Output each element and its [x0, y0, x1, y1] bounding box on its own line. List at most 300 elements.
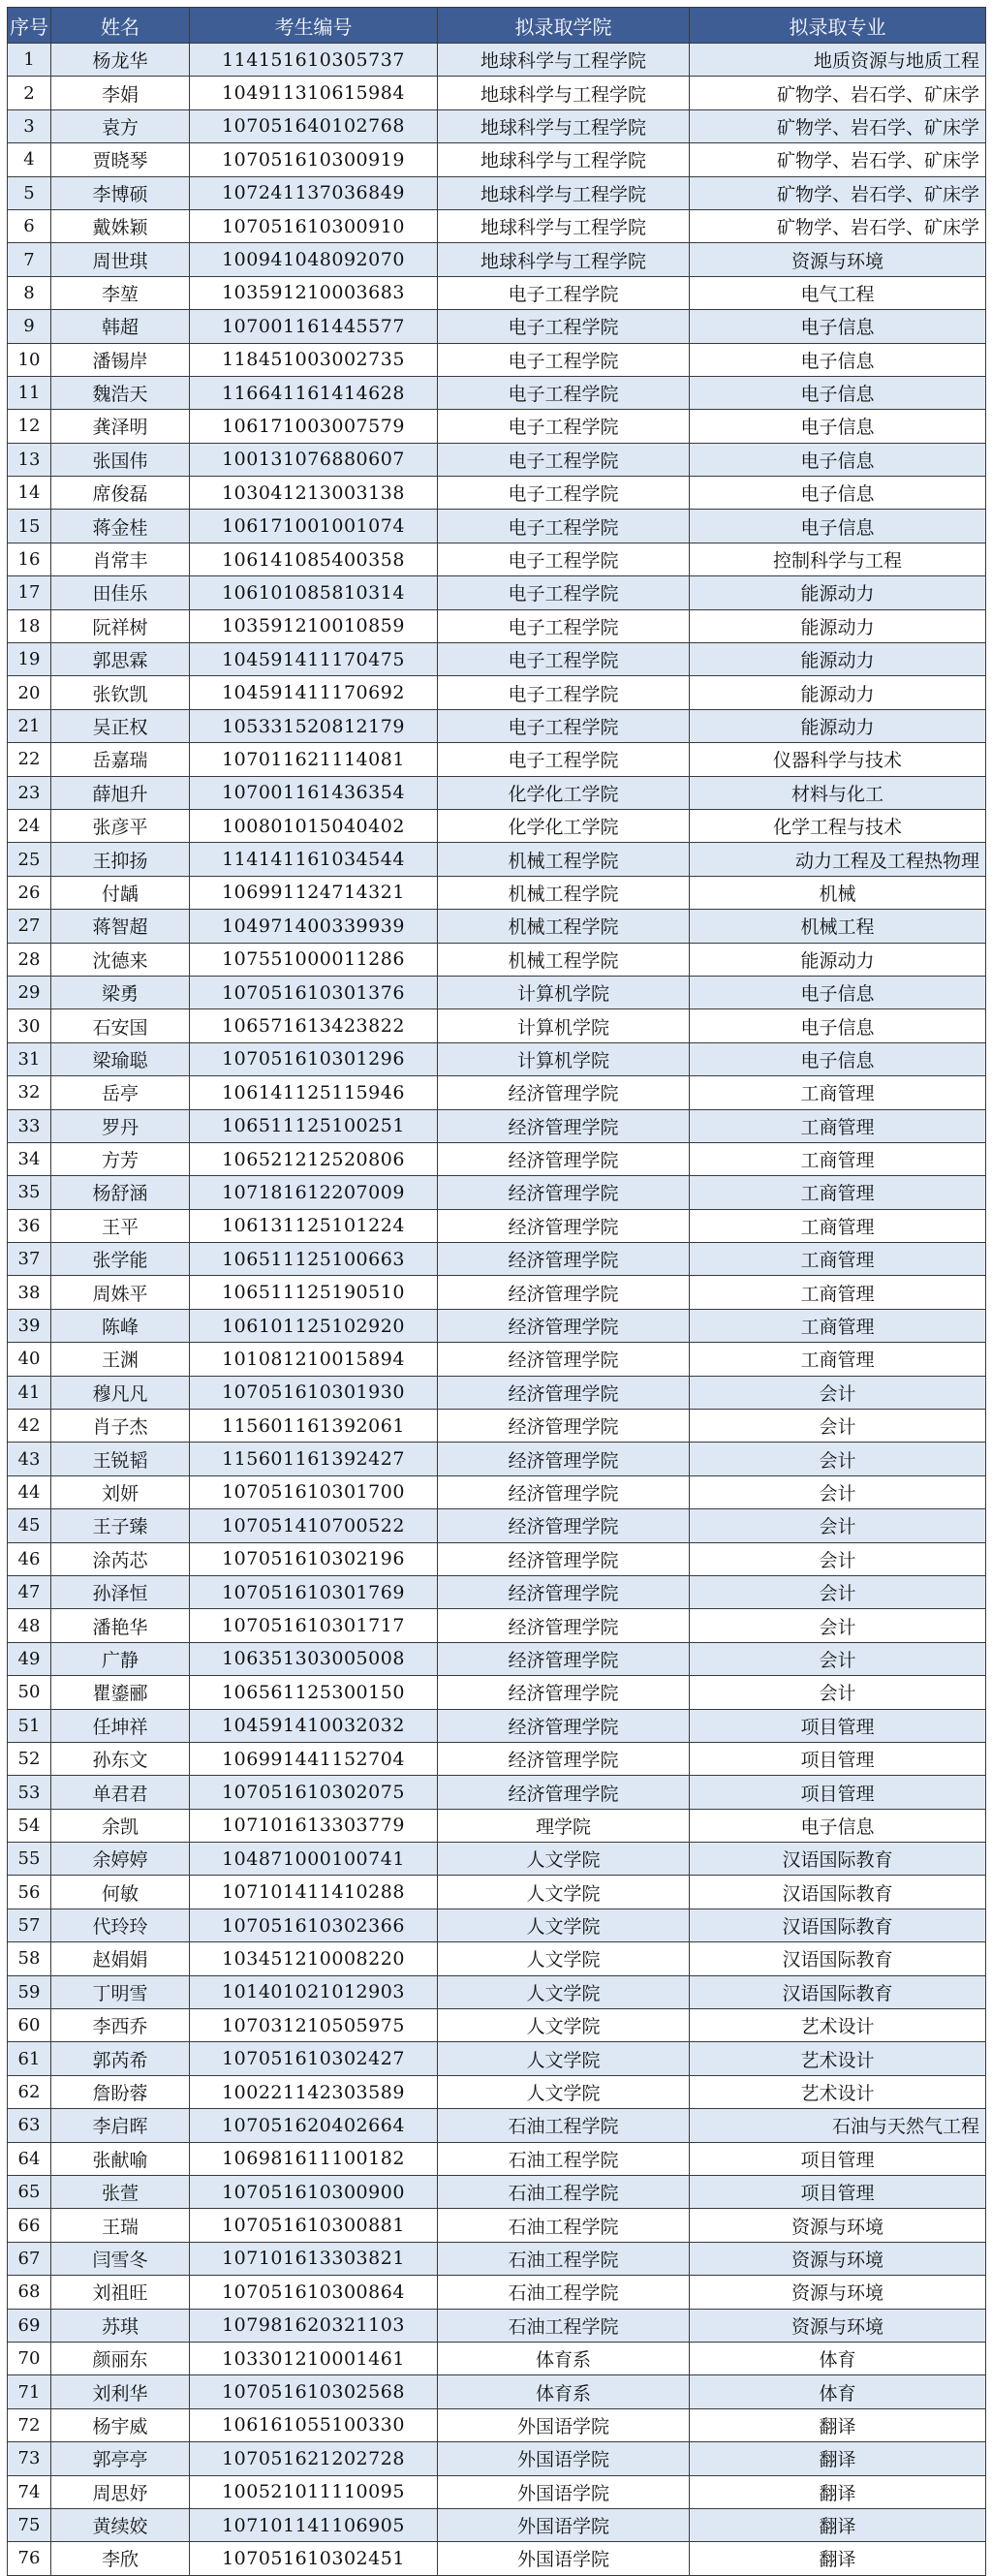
cell-college: 电子工程学院 [438, 543, 690, 575]
cell-index: 2 [8, 77, 51, 109]
cell-college: 人文学院 [438, 1876, 690, 1909]
cell-major: 汉语国际教育 [690, 1975, 986, 2008]
cell-major: 翻译 [690, 2475, 986, 2508]
table-row [8, 1942, 986, 1975]
admission-table [7, 7, 986, 2576]
cell-name: 刘妍 [51, 1475, 190, 1508]
cell-major: 艺术设计 [690, 2009, 986, 2042]
cell-candidate-id: 107051610301376 [190, 976, 438, 1009]
table-row [8, 1042, 986, 1075]
cell-name: 任坤祥 [51, 1709, 190, 1742]
cell-major: 资源与环境 [690, 2309, 986, 2342]
cell-index: 48 [8, 1609, 51, 1642]
table-row [8, 1475, 986, 1508]
cell-college: 地球科学与工程学院 [438, 44, 690, 77]
cell-candidate-id: 107051610300919 [190, 143, 438, 176]
table-row [8, 2276, 986, 2309]
cell-major: 材料与化工 [690, 776, 986, 809]
cell-major: 能源动力 [690, 609, 986, 642]
cell-major: 电子信息 [690, 343, 986, 376]
cell-index: 47 [8, 1575, 51, 1608]
table-row [8, 1709, 986, 1742]
table-row [8, 1975, 986, 2008]
cell-college: 理学院 [438, 1809, 690, 1842]
cell-name: 黄续姣 [51, 2508, 190, 2541]
cell-college: 经济管理学院 [438, 1742, 690, 1775]
cell-index: 28 [8, 943, 51, 976]
cell-name: 贾晓琴 [51, 143, 190, 176]
cell-college: 电子工程学院 [438, 410, 690, 443]
cell-name: 薛旭升 [51, 776, 190, 809]
table-row [8, 143, 986, 176]
cell-candidate-id: 103041213003138 [190, 477, 438, 510]
cell-college: 经济管理学院 [438, 1309, 690, 1342]
cell-candidate-id: 107051610301769 [190, 1575, 438, 1608]
table-row [8, 1209, 986, 1242]
cell-candidate-id: 106351303005008 [190, 1642, 438, 1675]
cell-major: 会计 [690, 1376, 986, 1409]
table-row [8, 709, 986, 742]
table-row [8, 376, 986, 409]
cell-candidate-id: 106131125101224 [190, 1209, 438, 1242]
cell-name: 赵娟娟 [51, 1942, 190, 1975]
cell-candidate-id: 106571613423822 [190, 1009, 438, 1042]
cell-major: 会计 [690, 1642, 986, 1675]
table-row [8, 776, 986, 809]
cell-candidate-id: 107051610301700 [190, 1475, 438, 1508]
table-row [8, 2309, 986, 2342]
cell-index: 5 [8, 176, 51, 209]
cell-major: 电子信息 [690, 443, 986, 476]
cell-index: 35 [8, 1176, 51, 1209]
cell-college: 计算机学院 [438, 976, 690, 1009]
table-row [8, 2342, 986, 2374]
admission-list [7, 7, 985, 2576]
cell-name: 王瑞 [51, 2209, 190, 2242]
cell-major: 地质资源与地质工程 [690, 44, 986, 77]
cell-index: 43 [8, 1443, 51, 1475]
cell-college: 石油工程学院 [438, 2142, 690, 2175]
cell-major: 工商管理 [690, 1343, 986, 1376]
cell-major: 会计 [690, 1410, 986, 1443]
cell-name: 杨舒涵 [51, 1176, 190, 1209]
cell-candidate-id: 106561125300150 [190, 1676, 438, 1709]
cell-college: 经济管理学院 [438, 1176, 690, 1209]
cell-candidate-id: 107051610302366 [190, 1909, 438, 1941]
cell-index: 27 [8, 910, 51, 943]
cell-index: 6 [8, 209, 51, 242]
cell-candidate-id: 106981611100182 [190, 2142, 438, 2175]
table-row [8, 1276, 986, 1309]
cell-college: 人文学院 [438, 1942, 690, 1975]
cell-college: 化学化工学院 [438, 809, 690, 842]
cell-major: 会计 [690, 1542, 986, 1575]
cell-name: 广静 [51, 1642, 190, 1675]
cell-major: 体育 [690, 2342, 986, 2374]
table-row [8, 77, 986, 109]
cell-index: 53 [8, 1776, 51, 1809]
cell-college: 经济管理学院 [438, 1609, 690, 1642]
cell-candidate-id: 107051410700522 [190, 1509, 438, 1542]
cell-college: 人文学院 [438, 1843, 690, 1876]
cell-name: 李堃 [51, 276, 190, 309]
cell-college: 电子工程学院 [438, 510, 690, 543]
cell-index: 41 [8, 1376, 51, 1409]
cell-index: 3 [8, 109, 51, 142]
cell-name: 岳嘉瑞 [51, 743, 190, 776]
cell-name: 闫雪冬 [51, 2242, 190, 2275]
table-row [8, 843, 986, 876]
cell-index: 70 [8, 2342, 51, 2374]
cell-name: 李启晖 [51, 2109, 190, 2142]
cell-candidate-id: 107051620402664 [190, 2109, 438, 2142]
cell-name: 余凯 [51, 1809, 190, 1842]
cell-name: 李欣 [51, 2542, 190, 2575]
cell-major: 资源与环境 [690, 2276, 986, 2309]
cell-index: 45 [8, 1509, 51, 1542]
cell-major: 汉语国际教育 [690, 1909, 986, 1941]
cell-index: 31 [8, 1042, 51, 1075]
cell-candidate-id: 107051610301717 [190, 1609, 438, 1642]
cell-major: 项目管理 [690, 1709, 986, 1742]
cell-college: 经济管理学院 [438, 1443, 690, 1475]
cell-major: 会计 [690, 1475, 986, 1508]
cell-candidate-id: 106991441152704 [190, 1742, 438, 1775]
cell-index: 1 [8, 44, 51, 77]
cell-college: 机械工程学院 [438, 943, 690, 976]
cell-college: 外国语学院 [438, 2508, 690, 2541]
cell-candidate-id: 106511125100663 [190, 1243, 438, 1276]
table-row [8, 943, 986, 976]
cell-candidate-id: 107051610301296 [190, 1042, 438, 1075]
cell-name: 王抑扬 [51, 843, 190, 876]
cell-index: 69 [8, 2309, 51, 2342]
cell-college: 经济管理学院 [438, 1076, 690, 1109]
cell-name: 单君君 [51, 1776, 190, 1809]
cell-candidate-id: 107051610300910 [190, 209, 438, 242]
cell-college: 经济管理学院 [438, 1709, 690, 1742]
cell-college: 计算机学院 [438, 1009, 690, 1042]
table-row [8, 1076, 986, 1109]
cell-college: 电子工程学院 [438, 576, 690, 609]
cell-major: 项目管理 [690, 1776, 986, 1809]
table-row [8, 2242, 986, 2275]
cell-name: 郭芮希 [51, 2042, 190, 2075]
cell-name: 詹盼蓉 [51, 2075, 190, 2108]
cell-candidate-id: 115601161392061 [190, 1410, 438, 1443]
cell-college: 化学化工学院 [438, 776, 690, 809]
cell-name: 袁方 [51, 109, 190, 142]
cell-major: 矿物学、岩石学、矿床学 [690, 77, 986, 109]
cell-name: 席俊磊 [51, 477, 190, 510]
cell-name: 李娟 [51, 77, 190, 109]
cell-name: 颜丽东 [51, 2342, 190, 2374]
cell-major: 翻译 [690, 2408, 986, 2441]
cell-college: 经济管理学院 [438, 1376, 690, 1409]
cell-college: 经济管理学院 [438, 1776, 690, 1809]
cell-name: 肖常丰 [51, 543, 190, 575]
cell-major: 矿物学、岩石学、矿床学 [690, 176, 986, 209]
cell-index: 67 [8, 2242, 51, 2275]
cell-index: 56 [8, 1876, 51, 1909]
cell-college: 地球科学与工程学院 [438, 77, 690, 109]
cell-candidate-id: 107051610302568 [190, 2375, 438, 2408]
table-row [8, 1509, 986, 1542]
cell-name: 周世琪 [51, 243, 190, 276]
cell-name: 王平 [51, 1209, 190, 1242]
cell-name: 付龋 [51, 876, 190, 909]
table-row [8, 243, 986, 276]
cell-index: 8 [8, 276, 51, 309]
cell-candidate-id: 107001161436354 [190, 776, 438, 809]
cell-college: 计算机学院 [438, 1042, 690, 1075]
cell-major: 工商管理 [690, 1243, 986, 1276]
table-row [8, 310, 986, 343]
cell-college: 经济管理学院 [438, 1575, 690, 1608]
cell-name: 刘祖旺 [51, 2276, 190, 2309]
table-row [8, 2542, 986, 2575]
cell-name: 李博硕 [51, 176, 190, 209]
cell-major: 仪器科学与技术 [690, 743, 986, 776]
cell-major: 艺术设计 [690, 2075, 986, 2108]
cell-college: 经济管理学院 [438, 1209, 690, 1242]
cell-college: 外国语学院 [438, 2542, 690, 2575]
table-row [8, 876, 986, 909]
cell-name: 沈德来 [51, 943, 190, 976]
cell-candidate-id: 106171003007579 [190, 410, 438, 443]
header-major: 拟录取专业 [690, 8, 986, 44]
cell-candidate-id: 107241137036849 [190, 176, 438, 209]
cell-major: 石油与天然气工程 [690, 2109, 986, 2142]
cell-index: 10 [8, 343, 51, 376]
table-row [8, 1542, 986, 1575]
cell-index: 66 [8, 2209, 51, 2242]
cell-candidate-id: 104591411170475 [190, 643, 438, 676]
cell-name: 韩超 [51, 310, 190, 343]
cell-name: 张献喻 [51, 2142, 190, 2175]
cell-name: 李西乔 [51, 2009, 190, 2042]
cell-college: 外国语学院 [438, 2408, 690, 2441]
cell-index: 65 [8, 2176, 51, 2209]
table-row [8, 643, 986, 676]
cell-college: 电子工程学院 [438, 709, 690, 742]
cell-candidate-id: 107101141106905 [190, 2508, 438, 2541]
cell-name: 戴姝颖 [51, 209, 190, 242]
cell-index: 18 [8, 609, 51, 642]
cell-major: 矿物学、岩石学、矿床学 [690, 143, 986, 176]
cell-name: 龚泽明 [51, 410, 190, 443]
cell-major: 能源动力 [690, 676, 986, 709]
cell-college: 石油工程学院 [438, 2109, 690, 2142]
cell-candidate-id: 107101613303779 [190, 1809, 438, 1842]
cell-index: 40 [8, 1343, 51, 1376]
table-row [8, 1309, 986, 1342]
cell-major: 项目管理 [690, 2176, 986, 2209]
cell-college: 经济管理学院 [438, 1475, 690, 1508]
cell-college: 外国语学院 [438, 2475, 690, 2508]
cell-candidate-id: 107051610300864 [190, 2276, 438, 2309]
cell-major: 能源动力 [690, 943, 986, 976]
cell-candidate-id: 104971400339939 [190, 910, 438, 943]
cell-candidate-id: 107051610300900 [190, 2176, 438, 2209]
cell-index: 57 [8, 1909, 51, 1941]
cell-name: 王渊 [51, 1343, 190, 1376]
cell-major: 矿物学、岩石学、矿床学 [690, 209, 986, 242]
cell-college: 电子工程学院 [438, 609, 690, 642]
cell-candidate-id: 106171001001074 [190, 510, 438, 543]
cell-college: 地球科学与工程学院 [438, 143, 690, 176]
cell-index: 62 [8, 2075, 51, 2108]
cell-college: 体育系 [438, 2342, 690, 2374]
cell-major: 会计 [690, 1609, 986, 1642]
table-row [8, 1443, 986, 1475]
table-body [8, 44, 986, 2576]
cell-name: 杨宇威 [51, 2408, 190, 2441]
cell-major: 汉语国际教育 [690, 1876, 986, 1909]
table-row [8, 910, 986, 943]
cell-major: 控制科学与工程 [690, 543, 986, 575]
cell-name: 杨龙华 [51, 44, 190, 77]
cell-name: 郭亭亭 [51, 2442, 190, 2475]
cell-candidate-id: 107051610302427 [190, 2042, 438, 2075]
cell-major: 电子信息 [690, 376, 986, 409]
cell-index: 52 [8, 1742, 51, 1775]
cell-major: 能源动力 [690, 709, 986, 742]
cell-college: 电子工程学院 [438, 376, 690, 409]
header-name: 姓名 [51, 8, 190, 44]
cell-index: 51 [8, 1709, 51, 1742]
cell-college: 机械工程学院 [438, 876, 690, 909]
cell-college: 石油工程学院 [438, 2176, 690, 2209]
cell-index: 59 [8, 1975, 51, 2008]
cell-candidate-id: 107051610301930 [190, 1376, 438, 1409]
header-college: 拟录取学院 [438, 8, 690, 44]
cell-candidate-id: 118451003002735 [190, 343, 438, 376]
cell-college: 石油工程学院 [438, 2309, 690, 2342]
cell-college: 经济管理学院 [438, 1243, 690, 1276]
table-row [8, 1843, 986, 1876]
cell-index: 17 [8, 576, 51, 609]
cell-college: 机械工程学院 [438, 843, 690, 876]
cell-candidate-id: 100521011110095 [190, 2475, 438, 2508]
cell-name: 肖子杰 [51, 1410, 190, 1443]
cell-index: 36 [8, 1209, 51, 1242]
table-row [8, 1809, 986, 1842]
cell-index: 50 [8, 1676, 51, 1709]
cell-index: 15 [8, 510, 51, 543]
cell-candidate-id: 106511125100251 [190, 1109, 438, 1142]
cell-candidate-id: 114151610305737 [190, 44, 438, 77]
cell-candidate-id: 107051610302075 [190, 1776, 438, 1809]
cell-college: 人文学院 [438, 1909, 690, 1941]
cell-candidate-id: 106101125102920 [190, 1309, 438, 1342]
cell-candidate-id: 106141125115946 [190, 1076, 438, 1109]
table-row [8, 1243, 986, 1276]
cell-major: 会计 [690, 1509, 986, 1542]
cell-college: 电子工程学院 [438, 643, 690, 676]
cell-college: 电子工程学院 [438, 477, 690, 510]
cell-major: 电子信息 [690, 976, 986, 1009]
cell-major: 资源与环境 [690, 243, 986, 276]
cell-name: 张学能 [51, 1243, 190, 1276]
cell-candidate-id: 107051610300881 [190, 2209, 438, 2242]
table-row [8, 1742, 986, 1775]
table-row [8, 510, 986, 543]
table-row [8, 2109, 986, 2142]
cell-name: 张彦平 [51, 809, 190, 842]
cell-index: 58 [8, 1942, 51, 1975]
cell-name: 孙泽恒 [51, 1575, 190, 1608]
cell-college: 地球科学与工程学院 [438, 243, 690, 276]
cell-index: 49 [8, 1642, 51, 1675]
cell-major: 工商管理 [690, 1076, 986, 1109]
cell-name: 梁瑜聪 [51, 1042, 190, 1075]
cell-candidate-id: 106991124714321 [190, 876, 438, 909]
cell-college: 经济管理学院 [438, 1676, 690, 1709]
cell-index: 76 [8, 2542, 51, 2575]
cell-name: 蒋智超 [51, 910, 190, 943]
cell-candidate-id: 107981620321103 [190, 2309, 438, 2342]
cell-major: 工商管理 [690, 1209, 986, 1242]
table-row [8, 809, 986, 842]
cell-index: 54 [8, 1809, 51, 1842]
table-row [8, 2408, 986, 2441]
cell-major: 体育 [690, 2375, 986, 2408]
cell-index: 74 [8, 2475, 51, 2508]
table-row [8, 1176, 986, 1209]
table-row [8, 1410, 986, 1443]
cell-index: 63 [8, 2109, 51, 2142]
table-row [8, 443, 986, 476]
cell-candidate-id: 104911310615984 [190, 77, 438, 109]
cell-name: 方芳 [51, 1142, 190, 1175]
cell-college: 电子工程学院 [438, 743, 690, 776]
cell-major: 会计 [690, 1575, 986, 1608]
cell-name: 苏琪 [51, 2309, 190, 2342]
cell-index: 9 [8, 310, 51, 343]
cell-college: 经济管理学院 [438, 1343, 690, 1376]
cell-college: 经济管理学院 [438, 1410, 690, 1443]
cell-name: 何敏 [51, 1876, 190, 1909]
cell-index: 55 [8, 1843, 51, 1876]
cell-name: 岳亭 [51, 1076, 190, 1109]
cell-major: 电子信息 [690, 310, 986, 343]
table-row [8, 1575, 986, 1608]
cell-name: 阮祥树 [51, 609, 190, 642]
cell-index: 22 [8, 743, 51, 776]
cell-candidate-id: 103451210008220 [190, 1942, 438, 1975]
cell-major: 翻译 [690, 2442, 986, 2475]
cell-index: 32 [8, 1076, 51, 1109]
cell-major: 化学工程与技术 [690, 809, 986, 842]
table-row [8, 209, 986, 242]
cell-major: 资源与环境 [690, 2242, 986, 2275]
cell-major: 能源动力 [690, 576, 986, 609]
cell-candidate-id: 106511125190510 [190, 1276, 438, 1309]
cell-college: 经济管理学院 [438, 1276, 690, 1309]
cell-index: 68 [8, 2276, 51, 2309]
cell-name: 穆凡凡 [51, 1376, 190, 1409]
cell-college: 电子工程学院 [438, 276, 690, 309]
cell-name: 刘利华 [51, 2375, 190, 2408]
cell-college: 人文学院 [438, 1975, 690, 2008]
table-row [8, 676, 986, 709]
cell-candidate-id: 106101085810314 [190, 576, 438, 609]
table-row [8, 109, 986, 142]
cell-candidate-id: 114141161034544 [190, 843, 438, 876]
cell-index: 34 [8, 1142, 51, 1175]
cell-index: 4 [8, 143, 51, 176]
